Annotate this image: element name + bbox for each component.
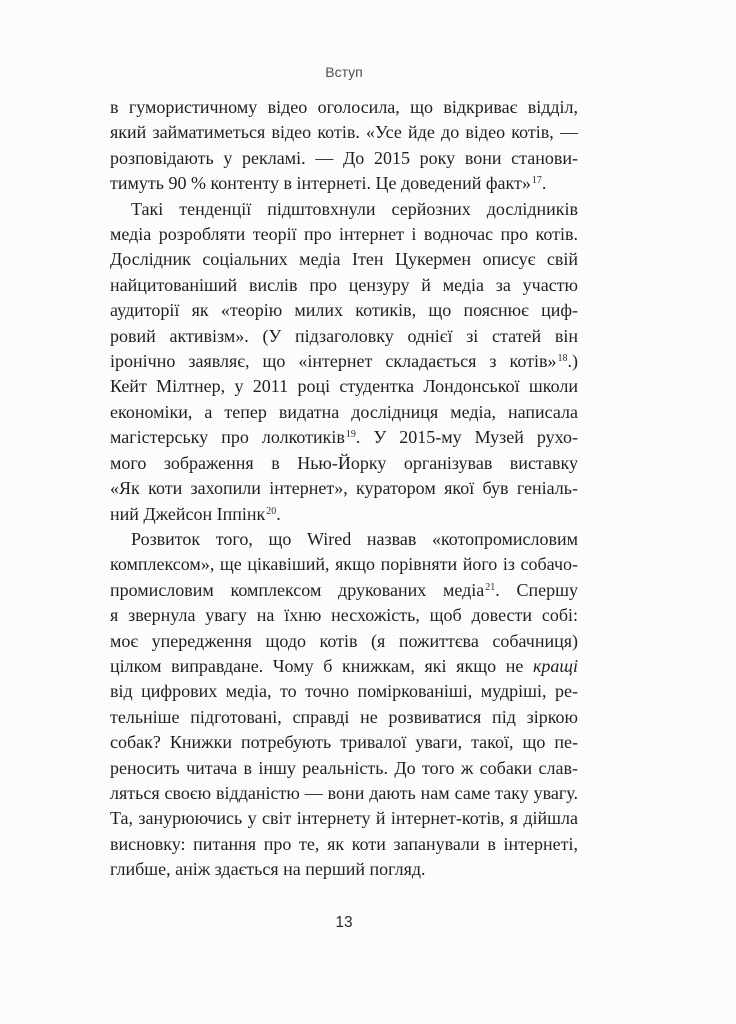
text-line: який займатиметься відео котів. «Усе йде до відео котів, —: [110, 122, 578, 143]
text-line: Та, занурюючись у світ інтернету й інтернет-котів, я дійшла: [110, 808, 578, 829]
text-line: розповідають у рекламі. — До 2015 року вони станови-: [110, 147, 578, 168]
text-line: ляться своєю відданістю — вони дають нам саме таку увагу.: [110, 782, 578, 803]
text-line: Дослідник соціальних медіа Ітен Цукермен описує свій: [110, 249, 578, 270]
paragraph: [110, 197, 578, 527]
text-line: Такі тенденції підштовхнули серйозних дослідників: [131, 198, 578, 219]
text-line: «Як коти захопили інтернет», куратором якої був геніаль-: [110, 478, 578, 499]
footnote-reference: 21: [485, 581, 496, 593]
footnote-reference: 20: [266, 505, 277, 517]
emphasized-text: кращі: [532, 655, 578, 676]
text-line: аудиторії як «теорію милих котиків, що пояснює циф-: [110, 300, 578, 321]
text-line: ний Джейсон Іппінк$^{20}$.: [110, 503, 281, 524]
text-line: Кейт Мілтнер, у 2011 році студентка Лондонської школи: [110, 376, 578, 397]
paragraph: [110, 527, 578, 883]
text-line: я звернула увагу на їхню несхожість, щоб довести собі:: [110, 605, 578, 626]
text-line: найцитованіший вислів про цензуру й медіа за участю: [110, 274, 578, 295]
text-line: цілком виправдане. Чому б книжкам, які якщо не кращі: [110, 655, 578, 676]
text-line: комплексом», ще цікавіший, якщо порівняти його із собачо-: [110, 554, 578, 575]
text-line: в гумористичному відео оголосила, що відкриває відділ,: [110, 97, 578, 117]
text-line: від цифрових медіа, то точно поміркованіші, мудріші, ре-: [110, 681, 578, 702]
text-line: ровий активізм». (У підзаголовку однієї зі статей він: [110, 325, 578, 346]
footnote-reference: 17: [531, 175, 542, 187]
text-line: промисловим комплексом друкованих медіа$^{21}$. Спершу: [110, 579, 578, 600]
text-line: іронічно заявляє, що «інтернет складається з котів»$^{18}$.): [110, 351, 578, 372]
text-line: висновку: питання про те, як коти запанували в інтернеті,: [110, 833, 578, 854]
paragraph: [110, 95, 578, 197]
text-line: тельніше підготовані, справді не розвиватися під зіркою: [110, 706, 578, 727]
text-line: глибше, аніж здається на перший погляд.: [110, 859, 426, 880]
page-number: 13: [335, 914, 353, 931]
text-line: тимуть 90 % контенту в інтернеті. Це доведений факт»$^{17}$.: [110, 173, 547, 194]
text-line: Розвиток того, що Wired назвав «котопромисловим: [131, 528, 578, 549]
text-line: магістерську про лолкотиків$^{19}$. У 2015-му Музей рухо-: [110, 427, 578, 448]
running-head: Вступ: [325, 64, 363, 80]
text-line: мого зображення в Нью-Йорку організував виставку: [110, 452, 578, 473]
body-text: [110, 95, 578, 883]
text-line: економіки, а тепер видатна дослідниця медіа, написала: [110, 401, 578, 422]
footnote-reference: 19: [345, 429, 356, 441]
text-line: реносить читача в іншу реальність. До того ж собаки слав-: [110, 757, 578, 778]
text-line: собак? Книжки потребують тривалої уваги, такої, що пе-: [110, 732, 578, 753]
footnote-reference: 18: [557, 353, 568, 365]
text-line: моє упередження щодо котів (я пожиттєва собачниця): [110, 630, 578, 651]
text-line: медіа розробляти теорії про інтернет і водночас про котів.: [110, 224, 578, 245]
